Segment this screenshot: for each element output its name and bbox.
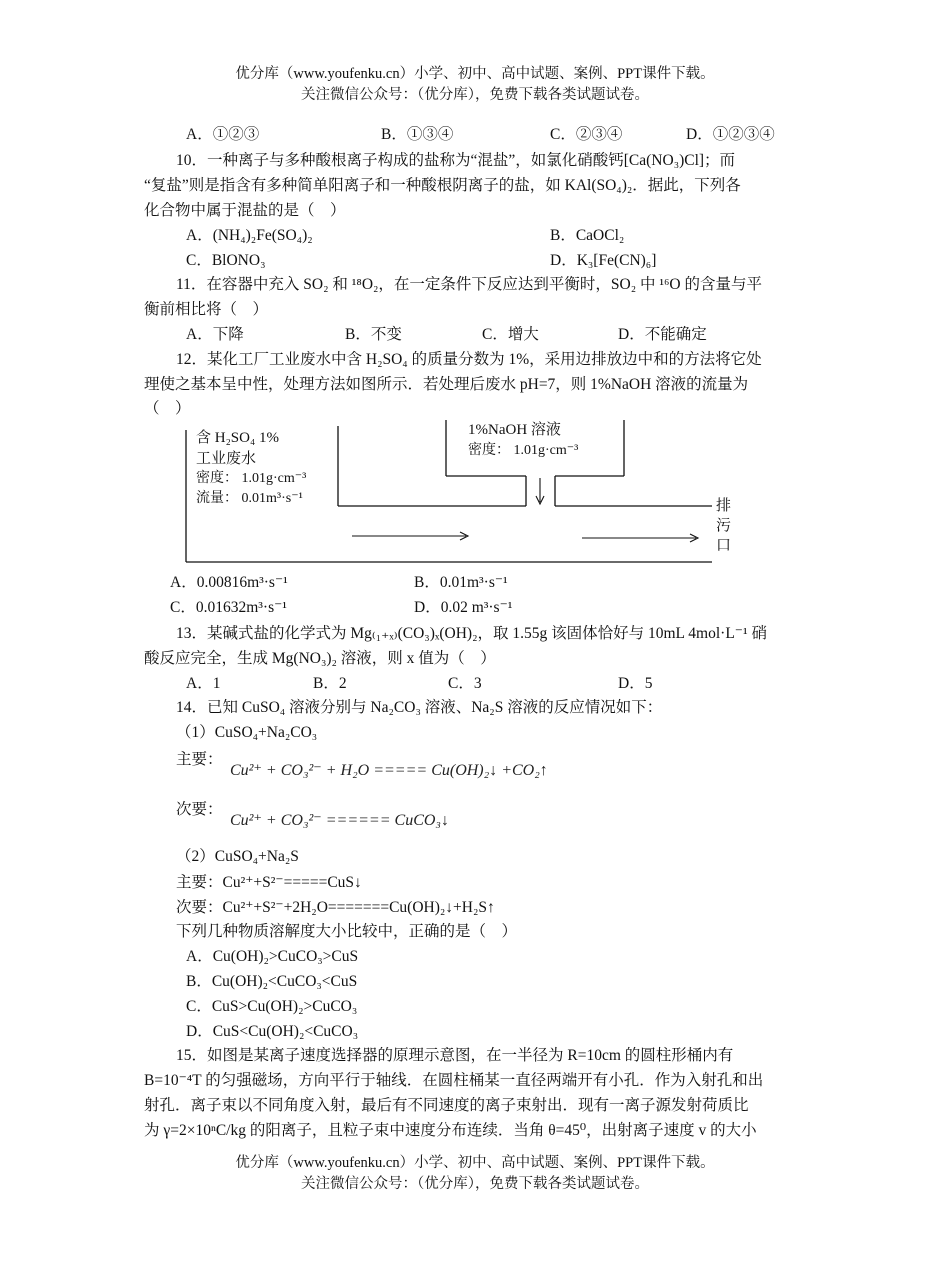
q10-option-a: A．(NH₄)₂Fe(SO₄)₂ [186,227,313,244]
q10-option-d: D．K₃[Fe(CN)₆] [550,252,657,269]
q11-line1: 11．在容器中充入 SO₂ 和 ¹⁸O₂，在一定条件下反应达到平衡时，SO₂ 中 ¹⁶O 的含量与平 [176,276,763,293]
outlet-char-1: 排 [716,498,732,514]
q14-minor-label: 次要： [176,801,223,818]
q15-line4: 为 γ=2×10ⁿC/kg 的阳离子，且粒子束中速度分布连续．当角 θ=45⁰，出射离子速度 v 的大小 [144,1122,757,1139]
q12-line3: （ ） [144,400,191,417]
q12-option-d: D．0.02 m³·s⁻¹ [414,599,513,616]
q14-main2: 主要：Cu²⁺+S²⁻=====CuS↓ [176,874,362,891]
q9-option-c: C．②③④ [550,126,623,143]
q11-line2: 衡前相比将（ ） [144,301,269,318]
q12-option-a: A．0.00816m³·s⁻¹ [170,574,288,591]
q13-line2: 酸反应完全，生成 Mg(NO₃)₂ 溶液，则 x 值为（ ） [144,650,496,667]
waste-label-2: 工业废水 [196,451,257,467]
q12-option-c: C．0.01632m³·s⁻¹ [170,599,287,616]
q14-option-c: C．CuS>Cu(OH)₂>CuCO₃ [186,998,358,1015]
q11-option-a: A．下降 [186,326,244,343]
q13-line1: 13．某碱式盐的化学式为 Mg₍₁₊ₓ₎(CO₃)ₓ(OH)₂，取 1.55g 该固体恰好与 10mL 4mol·L⁻¹ 硝 [176,625,767,642]
q13-option-b: B．2 [313,675,347,692]
q12-option-b: B．0.01m³·s⁻¹ [414,574,508,591]
waste-density: 密度： 1.01g·cm⁻³ [196,471,307,486]
page-header-line2: 关注微信公众号：（优分库），免费下载各类试题试卷。 [301,87,649,103]
q15-line3: 射孔．离子束以不同角度入射，最后有不同速度的离子束射出．现有一离子源发射荷质比 [144,1097,749,1114]
q13-option-c: C．3 [448,675,482,692]
outlet-char-3: 口 [716,538,732,554]
outlet-char-2: 污 [716,518,732,534]
q14-main-equation: Cu²⁺ + CO₃²⁻ + H₂O ===== Cu(OH)₂↓ +CO₂↑ [230,762,548,779]
q14-option-a: A．Cu(OH)₂>CuCO₃>CuS [186,948,359,965]
q13-option-a: A．1 [186,675,221,692]
q14-option-d: D．CuS<Cu(OH)₂<CuCO₃ [186,1023,359,1040]
q14-part2: （2）CuSO₄+Na₂S [176,848,299,865]
waste-label-1: 含 H₂SO₄ 1% [196,430,279,446]
q10-line3: 化合物中属于混盐的是（ ） [144,202,346,219]
q10-option-c: C．BlONO₃ [186,252,266,269]
q9-option-b: B．①③④ [381,126,454,143]
q9-option-d: D．①②③④ [686,126,775,143]
q9-option-a: A．①②③ [186,126,260,143]
q14-option-b: B．Cu(OH)₂<CuCO₃<CuS [186,973,358,990]
q15-line1: 15．如图是某离子速度选择器的原理示意图，在一半径为 R=10cm 的圆柱形桶内有 [176,1047,734,1064]
q14-part1: （1）CuSO₄+Na₂CO₃ [176,724,318,741]
q14-line1: 14．已知 CuSO₄ 溶液分别与 Na₂CO₃ 溶液、Na₂S 溶液的反应情况如下： [176,699,663,716]
q14-main-label: 主要： [176,751,223,768]
waste-flow: 流量： 0.01m³·s⁻¹ [196,491,303,506]
naoh-density: 密度： 1.01g·cm⁻³ [468,443,579,458]
q14-question: 下列几种物质溶解度大小比较中，正确的是（ ） [176,923,518,940]
q14-minor-equation: Cu²⁺ + CO₃²⁻ ====== CuCO₃↓ [230,812,449,829]
q11-option-c: C．增大 [482,326,539,343]
q12-line1: 12．某化工厂工业废水中含 H₂SO₄ 的质量分数为 1%，采用边排放边中和的方法将它处 [176,351,762,368]
q11-option-b: B．不变 [345,326,402,343]
q15-line2: B=10⁻⁴T 的匀强磁场，方向平行于轴线．在圆柱桶某一直径两端开有小孔．作为入射孔和出 [144,1072,764,1089]
page-header-line1: 优分库（www.youfenku.cn）小学、初中、高中试题、案例、PPT课件下载。 [235,66,715,82]
naoh-label: 1%NaOH 溶液 [468,422,561,438]
q10-option-b: B．CaOCl₂ [550,227,625,244]
q11-option-d: D．不能确定 [618,326,707,343]
q12-line2: 理使之基本呈中性，处理方法如图所示．若处理后废水 pH=7，则 1%NaOH 溶液的流量为 [144,376,749,393]
page-footer-line2: 关注微信公众号：（优分库），免费下载各类试题试卷。 [301,1176,649,1192]
q14-minor2: 次要：Cu²⁺+S²⁻+2H₂O=======Cu(OH)₂↓+H₂S↑ [176,899,495,916]
page-footer-line1: 优分库（www.youfenku.cn）小学、初中、高中试题、案例、PPT课件下载。 [235,1155,715,1171]
q12-diagram [178,418,732,570]
q10-line1: 10．一种离子与多种酸根离子构成的盐称为“混盐”，如氯化硝酸钙[Ca(NO₃)Cl]；而 [176,152,736,169]
q13-option-d: D．5 [618,675,653,692]
q10-line2: “复盐”则是指含有多种简单阳离子和一种酸根阴离子的盐，如 KAl(SO₄)₂．据此，下列各 [144,177,741,194]
